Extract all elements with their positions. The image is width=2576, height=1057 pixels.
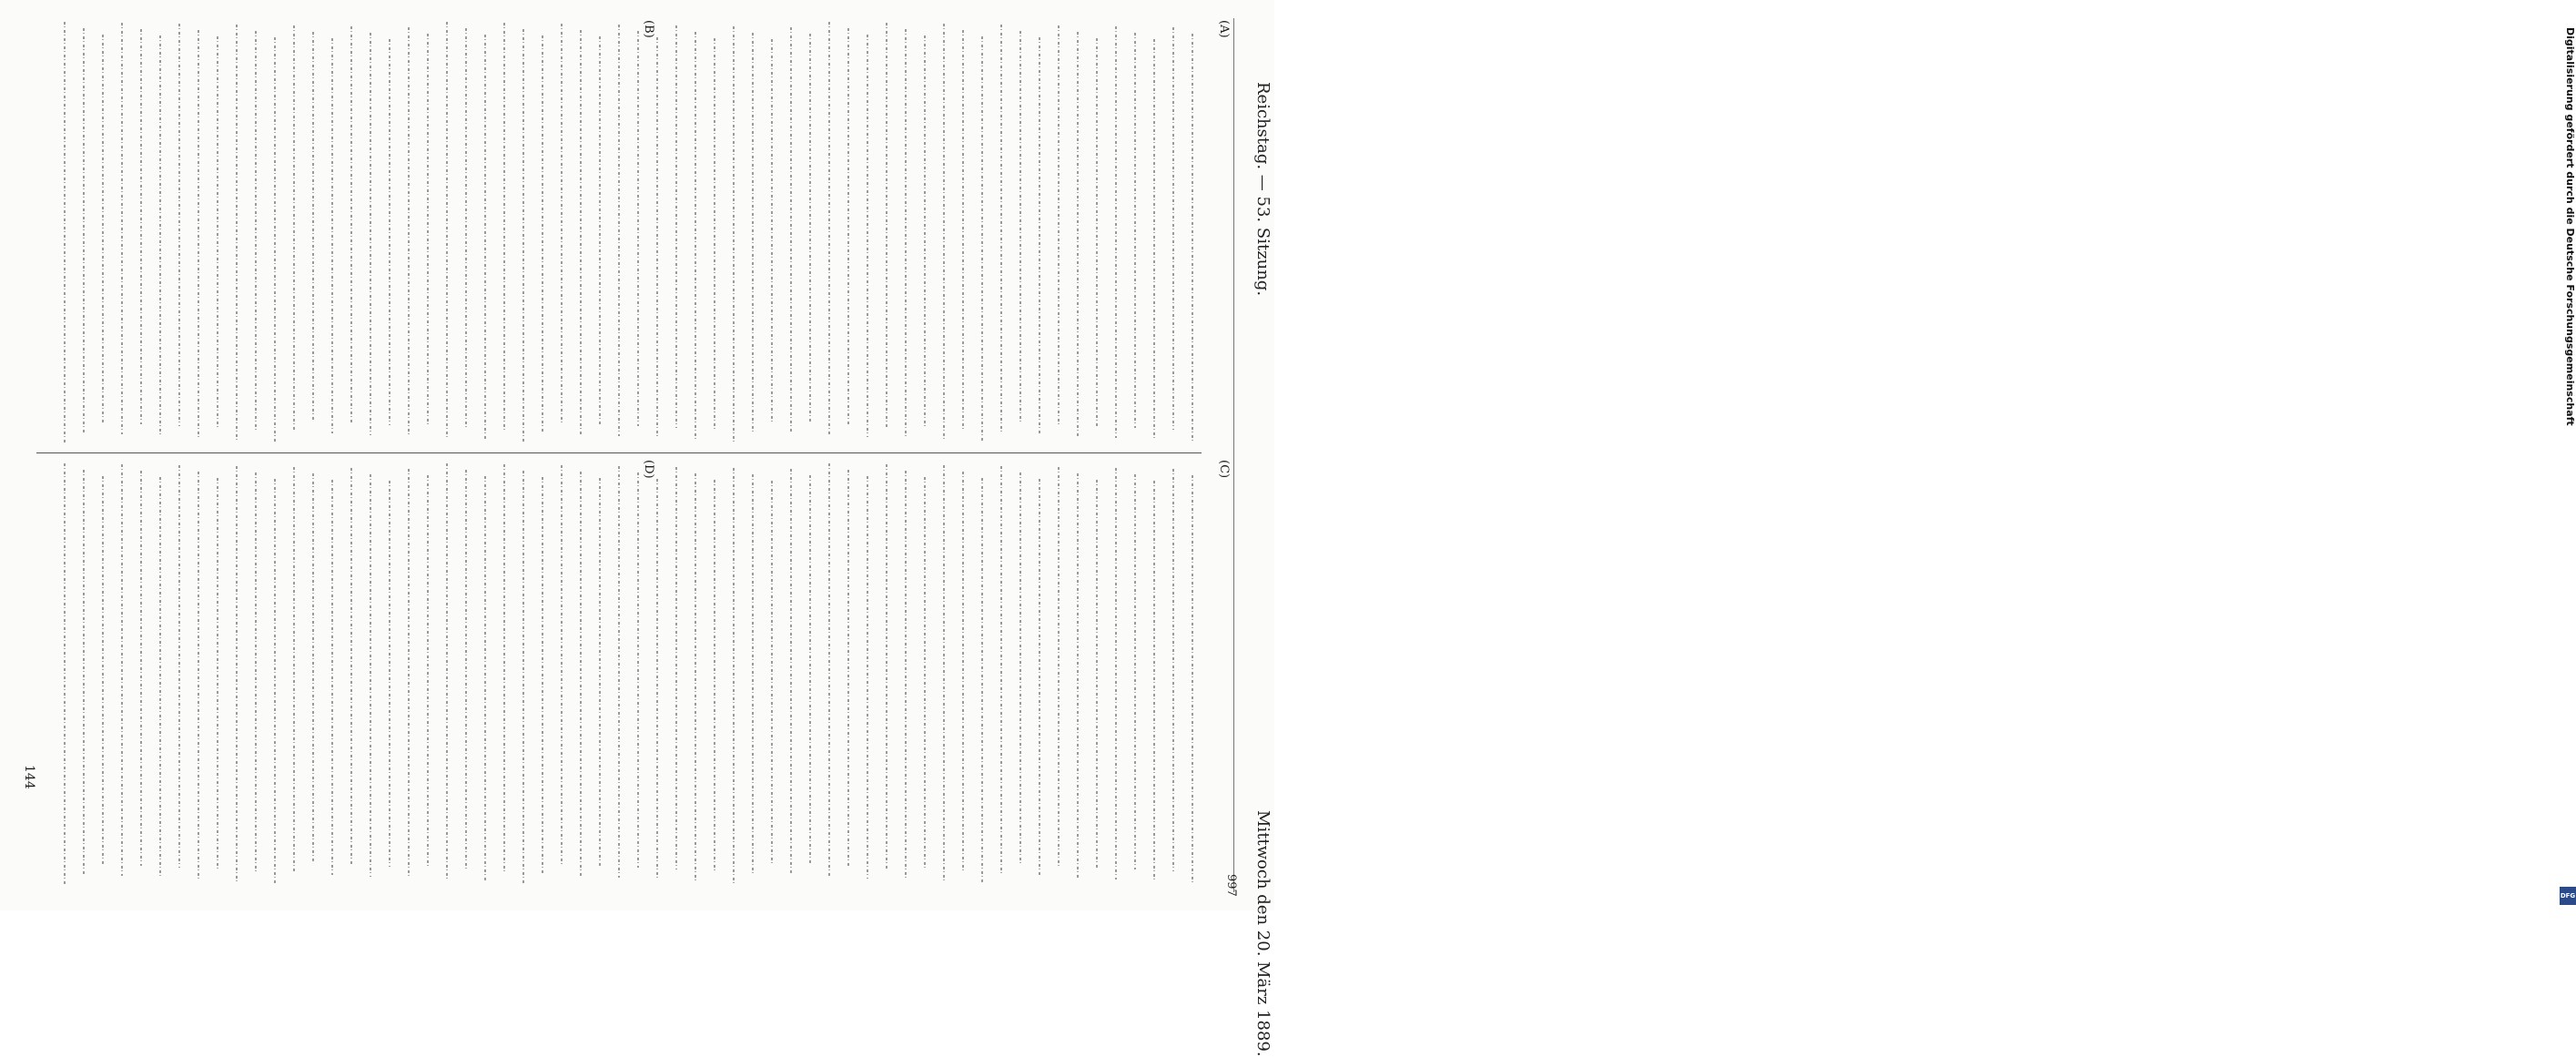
text-line	[1134, 474, 1136, 869]
text-line	[771, 481, 773, 863]
text-line	[274, 479, 276, 883]
text-line	[178, 24, 180, 426]
text-line	[1134, 33, 1136, 428]
text-line	[790, 469, 792, 875]
text-line	[255, 31, 257, 430]
text-line	[1019, 473, 1021, 864]
text-line	[102, 476, 104, 864]
text-line	[542, 36, 543, 432]
text-line	[64, 463, 66, 884]
text-line	[522, 471, 524, 884]
text-line	[790, 27, 792, 433]
text-line	[1096, 38, 1098, 426]
text-line	[637, 473, 639, 868]
text-line	[64, 22, 66, 442]
running-head-right: Mittwoch den 20. März 1889.	[1253, 810, 1273, 1057]
text-line	[312, 473, 314, 863]
text-line	[1058, 467, 1060, 866]
text-line	[847, 28, 849, 425]
text-line	[675, 467, 677, 869]
text-line	[580, 30, 582, 434]
text-line	[943, 24, 945, 441]
text-line	[427, 475, 429, 869]
text-line	[370, 33, 371, 435]
text-line	[121, 464, 123, 876]
dfg-logo: DFG	[2560, 887, 2576, 905]
text-line	[102, 35, 104, 422]
text-line	[695, 32, 696, 440]
text-line	[370, 474, 371, 877]
text-line	[465, 470, 467, 870]
text-line	[1019, 31, 1021, 422]
text-line	[618, 25, 620, 436]
text-line	[962, 30, 964, 431]
text-line	[924, 477, 926, 870]
text-line	[1153, 481, 1155, 881]
text-line	[503, 464, 505, 872]
text-line	[217, 36, 218, 428]
text-line	[561, 24, 563, 422]
header-rule	[1233, 18, 1234, 892]
text-line	[236, 466, 238, 881]
margin-sigla-c: (C)	[1217, 460, 1231, 479]
text-line	[886, 464, 887, 869]
text-line	[1192, 475, 1193, 883]
text-line	[198, 30, 199, 438]
column-divider	[36, 452, 1202, 453]
text-line	[561, 465, 563, 864]
text-line	[274, 37, 276, 442]
text-line	[140, 471, 142, 866]
margin-sigla-d: (D)	[642, 460, 655, 479]
credit-margin	[1276, 0, 2576, 910]
text-line	[847, 470, 849, 867]
text-line	[350, 468, 352, 865]
text-line	[637, 31, 639, 426]
text-line	[312, 32, 314, 422]
text-line	[236, 25, 238, 440]
text-line	[867, 476, 868, 879]
text-line	[656, 37, 658, 438]
text-line	[1192, 34, 1193, 442]
text-line	[465, 28, 467, 429]
text-line	[159, 36, 161, 436]
text-line	[580, 472, 582, 876]
text-line	[1153, 39, 1155, 440]
text-line	[542, 477, 543, 874]
text-line	[522, 29, 524, 442]
text-line	[217, 478, 218, 869]
text-line	[350, 26, 352, 423]
text-line	[178, 465, 180, 868]
text-line	[981, 36, 983, 442]
text-line	[1039, 37, 1040, 434]
text-line	[1058, 25, 1060, 424]
text-line	[427, 34, 429, 427]
text-line	[1077, 32, 1079, 436]
text-line	[886, 23, 887, 427]
text-line	[714, 38, 715, 430]
text-line	[733, 26, 735, 442]
text-line	[408, 27, 410, 437]
text-line	[389, 481, 390, 867]
text-line	[981, 478, 983, 884]
text-line	[293, 25, 295, 432]
text-line	[733, 468, 735, 883]
text-line	[140, 29, 142, 424]
signature-mark: 144	[22, 765, 36, 789]
text-line	[618, 466, 620, 878]
text-line	[1172, 27, 1174, 430]
text-line	[771, 39, 773, 422]
text-line	[503, 23, 505, 431]
text-line	[1077, 473, 1079, 878]
text-line	[828, 463, 830, 877]
text-line	[962, 472, 964, 872]
text-line	[1039, 479, 1040, 876]
text-line	[695, 473, 696, 881]
text-line	[331, 480, 333, 875]
text-line	[484, 35, 486, 441]
page-number: 997	[1224, 874, 1238, 897]
text-line	[867, 35, 868, 437]
text-line	[484, 476, 486, 882]
scanned-page	[0, 0, 1274, 1057]
text-line	[446, 22, 448, 439]
digitization-credit: Digitalisierung gefördert durch die Deutsche Forschungsgemeinschaft	[2564, 27, 2576, 426]
text-line	[656, 479, 658, 879]
text-line	[255, 473, 257, 871]
margin-sigla-b: (B)	[642, 20, 655, 38]
text-line	[752, 33, 754, 432]
text-line	[121, 23, 123, 434]
text-line	[331, 38, 333, 433]
text-line	[1115, 26, 1117, 438]
text-line	[389, 39, 390, 425]
text-line	[809, 34, 811, 423]
text-line	[905, 29, 907, 439]
text-column-right	[55, 460, 1229, 888]
running-head-left: Reichstag. — 53. Sitzung.	[1253, 82, 1273, 297]
text-line	[408, 469, 410, 879]
text-line	[1115, 468, 1117, 879]
text-line	[159, 477, 161, 878]
text-line	[943, 465, 945, 882]
text-line	[83, 470, 85, 874]
text-line	[1172, 469, 1174, 871]
text-line	[293, 467, 295, 873]
text-line	[675, 25, 677, 428]
text-line	[1000, 466, 1002, 874]
text-line	[446, 463, 448, 880]
text-line	[1000, 25, 1002, 432]
text-line	[752, 474, 754, 873]
text-line	[599, 478, 601, 866]
text-line	[714, 480, 715, 871]
text-line	[828, 22, 830, 435]
text-line	[198, 472, 199, 879]
text-line	[599, 36, 601, 424]
text-line	[924, 36, 926, 429]
margin-sigla-a: (A)	[1217, 20, 1231, 38]
text-column-left	[55, 18, 1229, 446]
running-header	[1247, 27, 1274, 1057]
text-line	[1096, 480, 1098, 868]
text-line	[83, 28, 85, 432]
text-line	[809, 475, 811, 865]
text-line	[905, 471, 907, 880]
